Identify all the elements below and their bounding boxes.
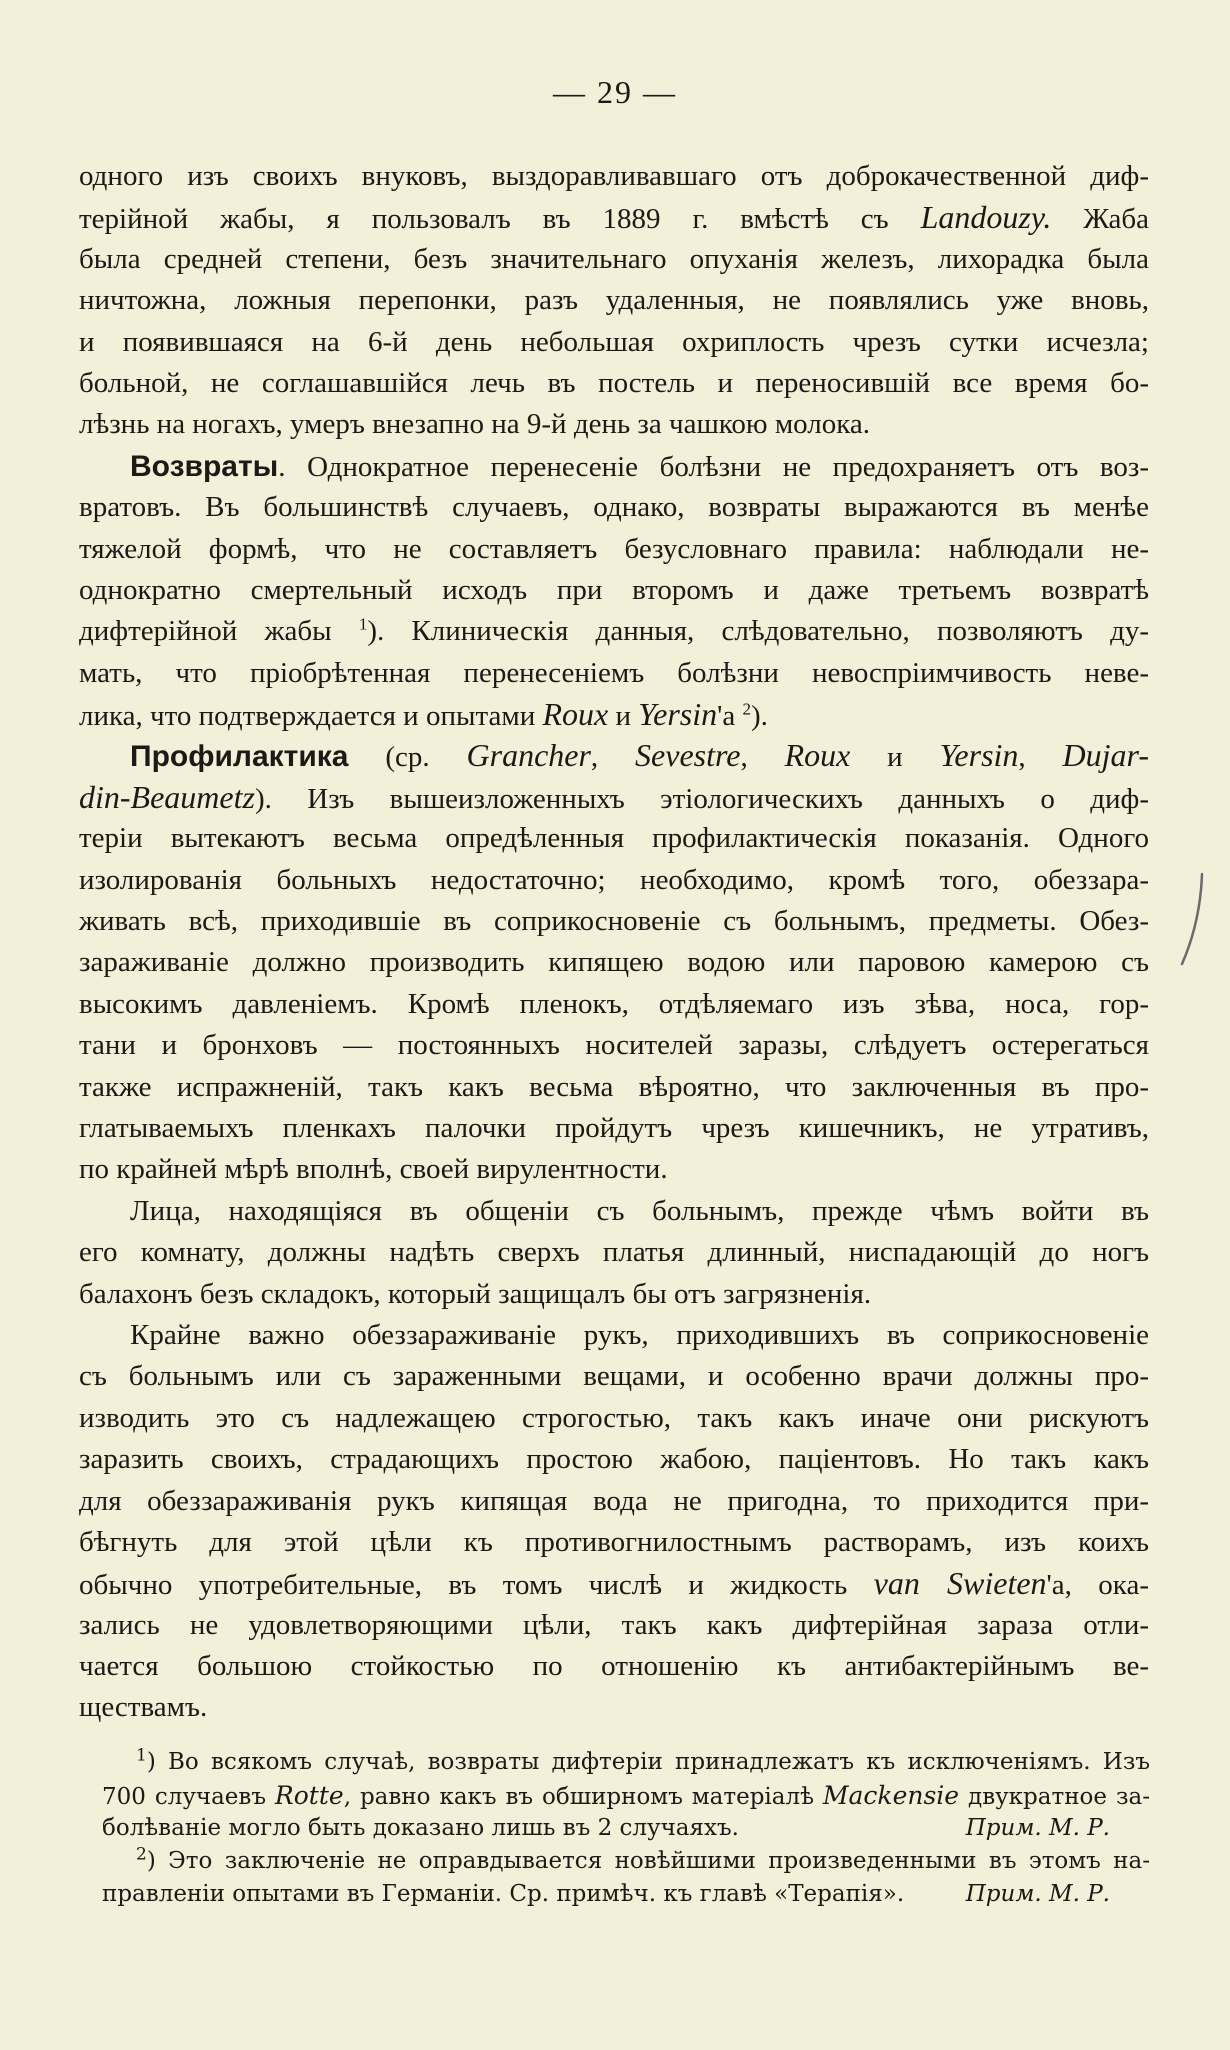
text-run: . Однократное перенесенiе болѣзни не предохраняетъ отъ воз- — [278, 450, 1149, 483]
text-line — [79, 735, 1149, 776]
text-run: 'а, ока- — [1046, 1569, 1149, 1602]
text-run: , — [740, 741, 785, 774]
text-run: дифтерiйной жабы — [79, 615, 359, 648]
text-line: зараживанiе должно производить кипящею водою или паровою камерою съ — [79, 946, 1149, 979]
text-line: изводить это съ надлежащею строгостью, такъ какъ иначе они рискуютъ — [79, 1401, 1149, 1434]
text-line: бѣгнуть для этой цѣли къ противогнилостнымъ растворамъ, изъ коихъ — [79, 1525, 1149, 1558]
text-line: для обеззараживанiя рукъ кипящая вода не пригодна, то приходится при- — [79, 1484, 1149, 1517]
text-run: двукратное за- — [959, 1784, 1150, 1810]
author-name: Roux — [542, 696, 609, 733]
main-text — [79, 156, 1149, 1729]
footnote-line — [102, 1878, 1150, 1911]
paragraph-5 — [79, 1315, 1149, 1729]
paragraph-2 — [79, 446, 1149, 736]
text-line: тяжелой формѣ, что не составляетъ безусловнаго правила: наблюдали не- — [79, 532, 1149, 565]
author-name: Yersin — [939, 737, 1019, 774]
text-line: вратовъ. Въ большинствѣ случаевъ, однако, возвраты выражаются въ менѣе — [79, 491, 1149, 524]
footnotes — [102, 1746, 1150, 1911]
text-line: мать, что прiобрѣтенная перенесенiемъ болѣзни невоспрiимчивость неве- — [79, 656, 1149, 689]
text-run: терiйной жабы, я пользовалъ въ 1889 г. вмѣстѣ съ — [79, 203, 921, 236]
text-line: ществамъ. — [79, 1691, 208, 1724]
text-line: съ больнымъ или съ зараженными вещами, и особенно врачи должны про- — [79, 1360, 1149, 1393]
text-run: , — [590, 741, 636, 774]
text-line — [79, 694, 1149, 735]
text-line: Лица, находящiяся въ общенiи съ больнымъ, прежде чѣмъ войти въ — [130, 1194, 1149, 1227]
translator-note-signature: Прим. М. Р. — [965, 1815, 1110, 1841]
text-line: зались не удовлетворяющими цѣли, такъ какъ дифтерiйная зараза отли- — [79, 1608, 1149, 1641]
text-line — [79, 197, 1149, 238]
author-name: Rotte — [274, 1781, 344, 1810]
text-line: и появившаяся на 6-й день небольшая охриплость чрезъ сутки исчезла; — [79, 325, 1149, 358]
text-line: Крайне важно обеззараживанiе рукъ, приходившихъ въ соприкосновенiе — [130, 1318, 1149, 1351]
text-run: обычно употребительные, въ томъ числѣ и жидкость — [79, 1569, 874, 1602]
footnote-line — [102, 1845, 1150, 1878]
page-number: — 29 — — [553, 74, 677, 110]
text-line: ничтожна, ложныя перепонки, разъ удаленныя, не появлялись уже вновь, — [79, 284, 1149, 317]
text-line: одного изъ своихъ внуковъ, выздоравливавшаго отъ доброкачественной диф- — [79, 160, 1149, 192]
text-line: терiи вытекаютъ весьма опредѣленныя профилактическiя показанiя. Одного — [79, 822, 1149, 855]
footnote-line — [102, 1746, 1150, 1779]
text-run: ). Изъ вышеизложенныхъ этiологическихъ данныхъ о диф- — [254, 782, 1149, 815]
text-run: ). Клиническiя данныя, слѣдовательно, позволяютъ ду- — [367, 615, 1149, 648]
author-name: Grancher — [466, 737, 591, 774]
author-name: van Swieten — [873, 1565, 1047, 1602]
author-name: Landouzy. — [920, 199, 1052, 236]
text-run: , — [1018, 741, 1063, 774]
text-line: однократно смертельный исходъ при второмъ и даже третьемъ возвратѣ — [79, 573, 1149, 606]
text-run: 'а — [717, 700, 743, 733]
text-line: также испражненiй, такъ какъ весьма вѣроятно, что заключенныя въ про- — [79, 1070, 1149, 1103]
text-line: по крайней мѣрѣ вполнѣ, своей вирулентности. — [79, 1153, 668, 1186]
text-line: живать всѣ, приходившiе въ соприкосновенiе съ больнымъ, предметы. Обез- — [79, 905, 1149, 938]
footnote-ref: 1 — [358, 614, 368, 634]
text-line: высокимъ давленiемъ. Кромѣ пленокъ, отдѣляемаго изъ зѣва, носа, гор- — [79, 987, 1149, 1020]
footnote-2 — [102, 1845, 1150, 1911]
text-run: и — [608, 700, 639, 733]
text-line — [79, 446, 1149, 487]
paragraph-1 — [79, 156, 1149, 446]
author-name: Sevestre — [635, 737, 741, 774]
footnote-1 — [102, 1746, 1150, 1845]
text-run: ) Это заключенiе не оправдывается новѣйшими произведенными въ этомъ на- — [146, 1848, 1150, 1874]
author-name: Roux — [784, 737, 851, 774]
footnote-mark: 2 — [136, 1844, 147, 1865]
footnote-line — [102, 1812, 1150, 1845]
author-name: Mackensie — [822, 1781, 960, 1810]
text-line: чается большою стойкостью по отношенiю къ антибактерiйнымъ ве- — [79, 1650, 1149, 1683]
text-line: изолированiя больныхъ недостаточно; необходимо, кромѣ того, обеззара- — [79, 863, 1149, 896]
text-line: была средней степени, безъ значительнаго опуханiя железъ, лихорадка была — [79, 242, 1149, 275]
paragraph-4 — [79, 1191, 1149, 1315]
footnote-ref: 2 — [742, 699, 751, 719]
text-run: 700 случаевъ — [102, 1784, 275, 1810]
text-line: лѣзнь на ногахъ, умеръ внезапно на 9-й день за чашкою молока. — [79, 408, 871, 441]
text-line: заразить своихъ, страдающихъ простою жабою, пацiентовъ. Но такъ какъ — [79, 1443, 1149, 1476]
section-heading-prophylaxis: Профилактика — [130, 740, 349, 774]
text-line: глатываемыхъ пленкахъ палочки пройдутъ чрезъ кишечникъ, не утративъ, — [79, 1111, 1149, 1144]
footnote-line — [102, 1779, 1150, 1812]
text-line: тани и бронховъ — постоянныхъ носителей заразы, слѣдуетъ остерегаться — [79, 1029, 1149, 1062]
text-line — [79, 777, 1149, 818]
text-run: Жаба — [1051, 203, 1150, 236]
text-line — [79, 611, 1149, 652]
section-heading-recurrences: Возвраты — [130, 449, 279, 483]
text-run: (ср. — [348, 741, 467, 774]
text-line: его комнату, должны надѣть сверхъ платья длинный, ниспадающiй до ногъ — [79, 1236, 1149, 1269]
text-run: болѣванiе могло быть доказано лишь въ 2 случаяхъ. — [102, 1815, 739, 1841]
text-run: и — [850, 741, 940, 774]
text-run: лика, что подтверждается и опытами — [79, 700, 543, 733]
paragraph-3 — [79, 735, 1149, 1190]
translator-note-signature: Прим. М. Р. — [965, 1881, 1110, 1907]
author-name: Dujar- — [1062, 737, 1149, 774]
margin-pencil-mark — [1178, 872, 1206, 968]
author-name: Yersin — [638, 696, 718, 733]
text-run: правленiи опытами въ Германiи. Ср. примѣч. къ главѣ «Терапiя». — [102, 1881, 905, 1907]
text-line: балахонъ безъ складокъ, который защищалъ бы отъ загрязненiя. — [79, 1277, 872, 1310]
text-line — [79, 1563, 1149, 1604]
text-line: больной, не соглашавшiйся лечь въ постель и переносившiй все время бо- — [79, 366, 1149, 399]
text-run: , равно какъ въ обширномъ матерiалѣ — [343, 1784, 823, 1810]
text-run: ). — [750, 700, 768, 733]
footnote-mark: 1 — [136, 1745, 147, 1766]
author-name: din-Beaumetz — [79, 778, 255, 815]
text-run: ) Во всякомъ случаѣ, возвраты дифтерiи принадлежатъ къ исключенiямъ. Изъ — [146, 1749, 1150, 1775]
